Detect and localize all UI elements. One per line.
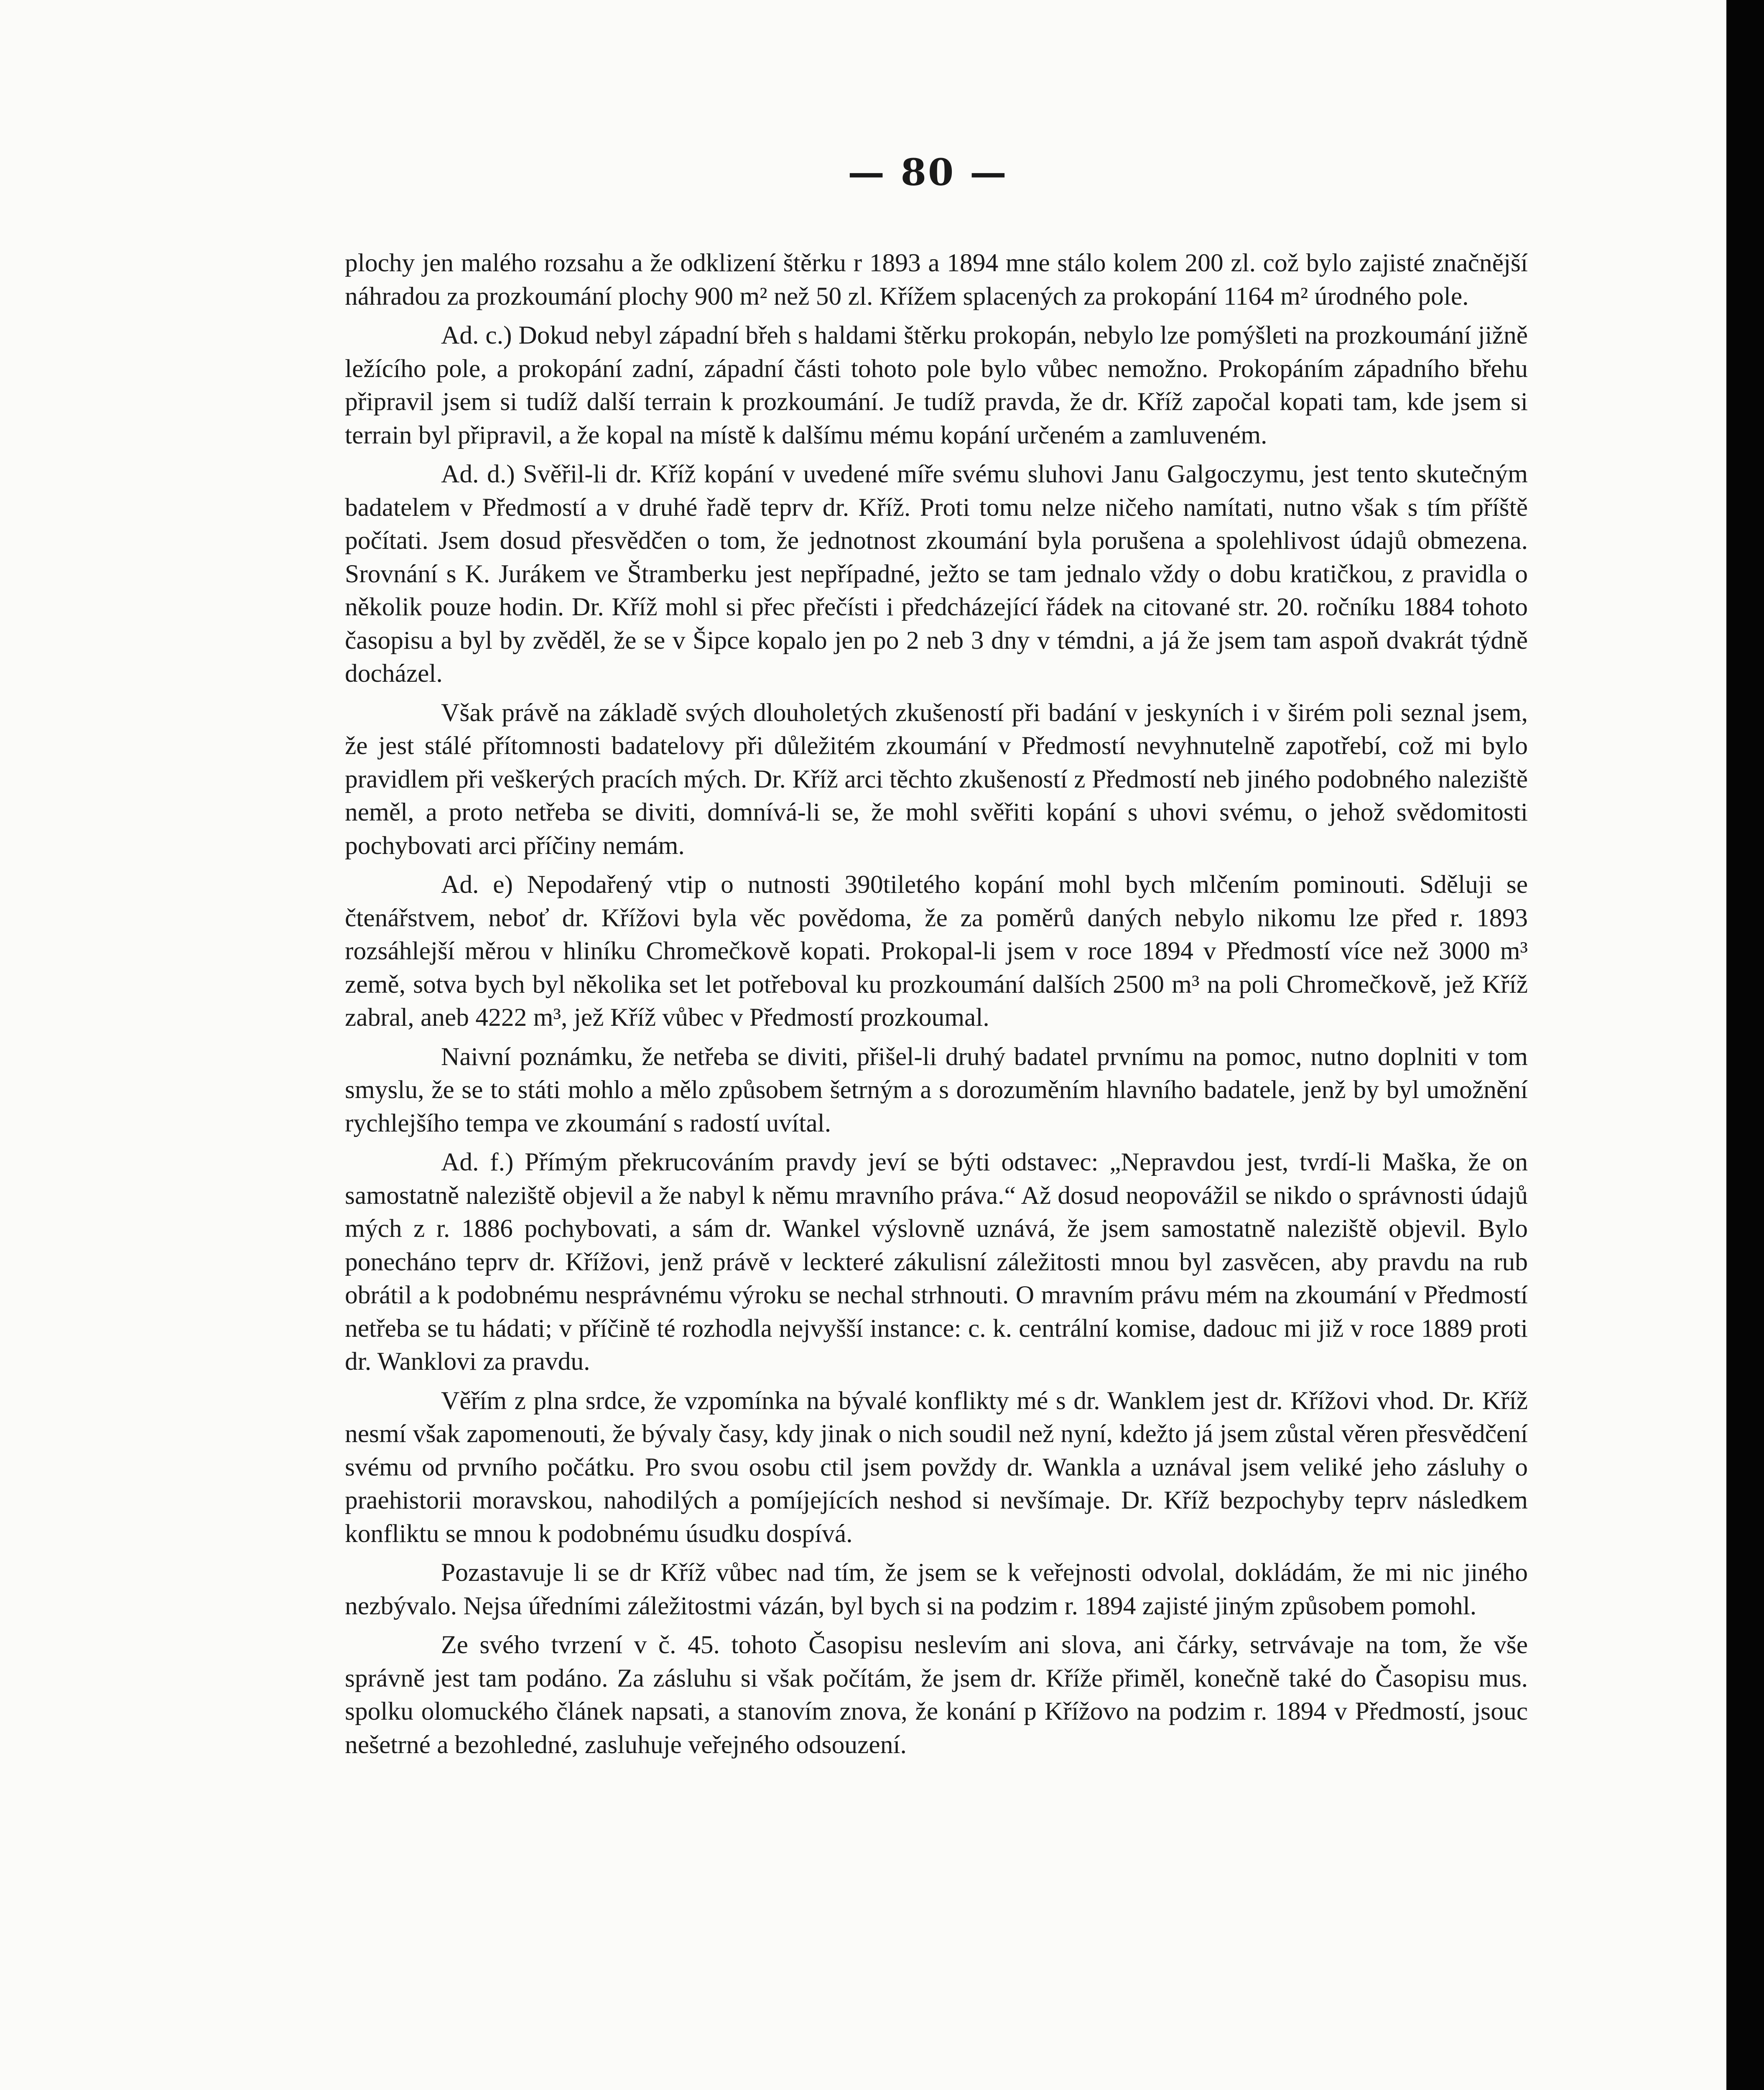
- paragraph-ad-c: Ad. c.) Dokud nebyl západní břeh s haldami štěrku prokopán, nebylo lze pomýšleti na prozkoumání jižně ležícího pole, a prokopání zadní, západní části tohoto pole bylo vůbec nemožno. Prokopáním západního břehu připravil jsem si tudíž další terrain k prozkoumání. Je tudíž pravda, že dr. Kříž započal kopati tam, kde jsem si terrain byl připravil, a že kopal na místě k dalšímu mému kopání určeném a zamluveném.: [345, 321, 1528, 449]
- paragraph-naive-remark: Naivní poznámku, že netřeba se diviti, přišel-li druhý badatel prvnímu na pomoc, nutno doplniti v tom smyslu, že se to státi mohlo a mělo způsobem šetrným a s dorozuměním hlavního badatele, jenž by byl umožnění rychlejšího tempa ve zkoumání s radostí uvítal.: [345, 1042, 1528, 1137]
- paragraph-continuation: plochy jen malého rozsahu a že odklizení štěrku r 1893 a 1894 mne stálo kolem 200 zl. což bylo zajisté značnější náhradou za prozkoumání plochy 900 m² než 50 zl. Křížem splacených za prokopání 1164 m² úrodného pole.: [345, 249, 1528, 311]
- paragraph-conclusion: Ze svého tvrzení v č. 45. tohoto Časopisu neslevím ani slova, ani čárky, setrvávaje na tom, že vše správně jest tam podáno. Za zásluhu si však počítám, že jsem dr. Kříže přiměl, konečně také do Časopisu mus. spolku olomuckého článek napsati, a stanovím znova, že konání p Křížovo na podzim r. 1894 v Předmostí, jsouc nešetrné a bezohledné, zasluhuje veřejného odsouzení.: [345, 1631, 1528, 1759]
- paragraph-public-appeal: Pozastavuje li se dr Kříž vůbec nad tím, že jsem se k veřejnosti odvolal, dokládám, že mi nic jiného nezbývalo. Nejsa úředními záležitostmi vázán, byl bych si na podzim r. 1894 zajisté jiným způsobem pomohl.: [345, 1558, 1528, 1620]
- paragraph-conflicts: Věřím z plna srdce, že vzpomínka na bývalé konflikty mé s dr. Wanklem jest dr. Křížovi vhod. Dr. Kříž nesmí však zapomenouti, že bývaly časy, kdy jinak o nich soudil než nyní, kdežto já jsem zůstal věren přesvědčení svému od prvního počátku. Pro svou osobu ctil jsem povždy dr. Wankla a uznával jsem veliké jeho zásluhy o praehistorii moravskou, nahodilých a pomíjejících neshod si nevšímaje. Dr. Kříž bezpochyby teprv následkem konfliktu se mnou k podobnému úsudku dospívá.: [345, 1386, 1528, 1548]
- paragraph-ad-e: Ad. e) Nepodařený vtip o nutnosti 390tiletého kopání mohl bych mlčením pominouti. Sděluji se čtenářstvem, neboť dr. Křížovi byla věc povědoma, že za poměrů daných nebylo nikomu lze před r. 1893 rozsáhlejší měrou v hliníku Chromečkově kopati. Prokopal-li jsem v roce 1894 v Předmostí více než 3000 m³ země, sotva bych byl několika set let potřeboval ku prozkoumání dalších 2500 m³ na poli Chromečkově, jež Kříž zabral, aneb 4222 m³, jež Kříž vůbec v Předmostí prozkoumal.: [345, 870, 1528, 1032]
- paragraph-experience: Však právě na základě svých dlouholetých zkušeností při badání v jeskyních i v širém poli seznal jsem, že jest stálé přítomnosti badatelovy při důležitém zkoumání v Předmostí nevyhnutelně zapotřebí, což mi bylo pravidlem při veškerých pracích mých. Dr. Kříž arci těchto zkušeností z Předmostí neb jiného podobného naleziště neměl, a proto netřeba se diviti, domnívá-li se, že mohl svěřiti kopání s uhovi svému, o jehož svědomitosti pochybovati arci příčiny nemám.: [345, 698, 1528, 860]
- paragraph-ad-f: Ad. f.) Přímým překrucováním pravdy jeví se býti odstavec: „Nepravdou jest, tvrdí-li Maška, že on samostatně naleziště objevil a že nabyl k němu mravního práva.“ Až dosud neopovážil se nikdo o správnosti údajů mých z r. 1886 pochybovati, a sám dr. Wankel výslovně uznává, že jsem samostatně naleziště objevil. Bylo ponecháno teprv dr. Křížovi, jenž právě v leckteré zákulisní záležitosti mnou byl zasvěcen, aby pravdu na rub obrátil a k podobnému nesprávnému výroku se nechal strhnouti. O mravním právu mém na zkoumání v Předmostí netřeba se tu hádati; v příčině té rozhodla nejvyšší instance: c. k. centrální komise, dadouc mi již v roce 1889 proti dr. Wanklovi za pravdu.: [345, 1148, 1528, 1376]
- page-number: — 80 —: [848, 150, 1008, 194]
- paragraph-ad-d: Ad. d.) Svěřil-li dr. Kříž kopání v uvedené míře svému sluhovi Janu Galgoczymu, jest tento skutečným badatelem v Předmostí a v druhé řadě teprv dr. Kříž. Proti tomu nelze ničeho namítati, nutno však s tím příště počítati. Jsem dosud přesvědčen o tom, že jednotnost zkoumání byla porušena a spolehlivost údajů obmezena. Srovnání s K. Jurákem ve Štramberku jest nepřípadné, ježto se tam jednalo vždy o dobu kratičkou, z pravidla o několik pouze hodin. Dr. Kříž mohl si přec přečísti i předcházející řádek na citované str. 20. ročníku 1884 tohoto časopisu a byl by zvěděl, že se v Šipce kopalo jen po 2 neb 3 dny v témdni, a já že jsem tam aspoň dvakrát týdně docházel.: [345, 460, 1528, 688]
- body-text: [345, 247, 1528, 1767]
- scan-border: [1726, 0, 1764, 2090]
